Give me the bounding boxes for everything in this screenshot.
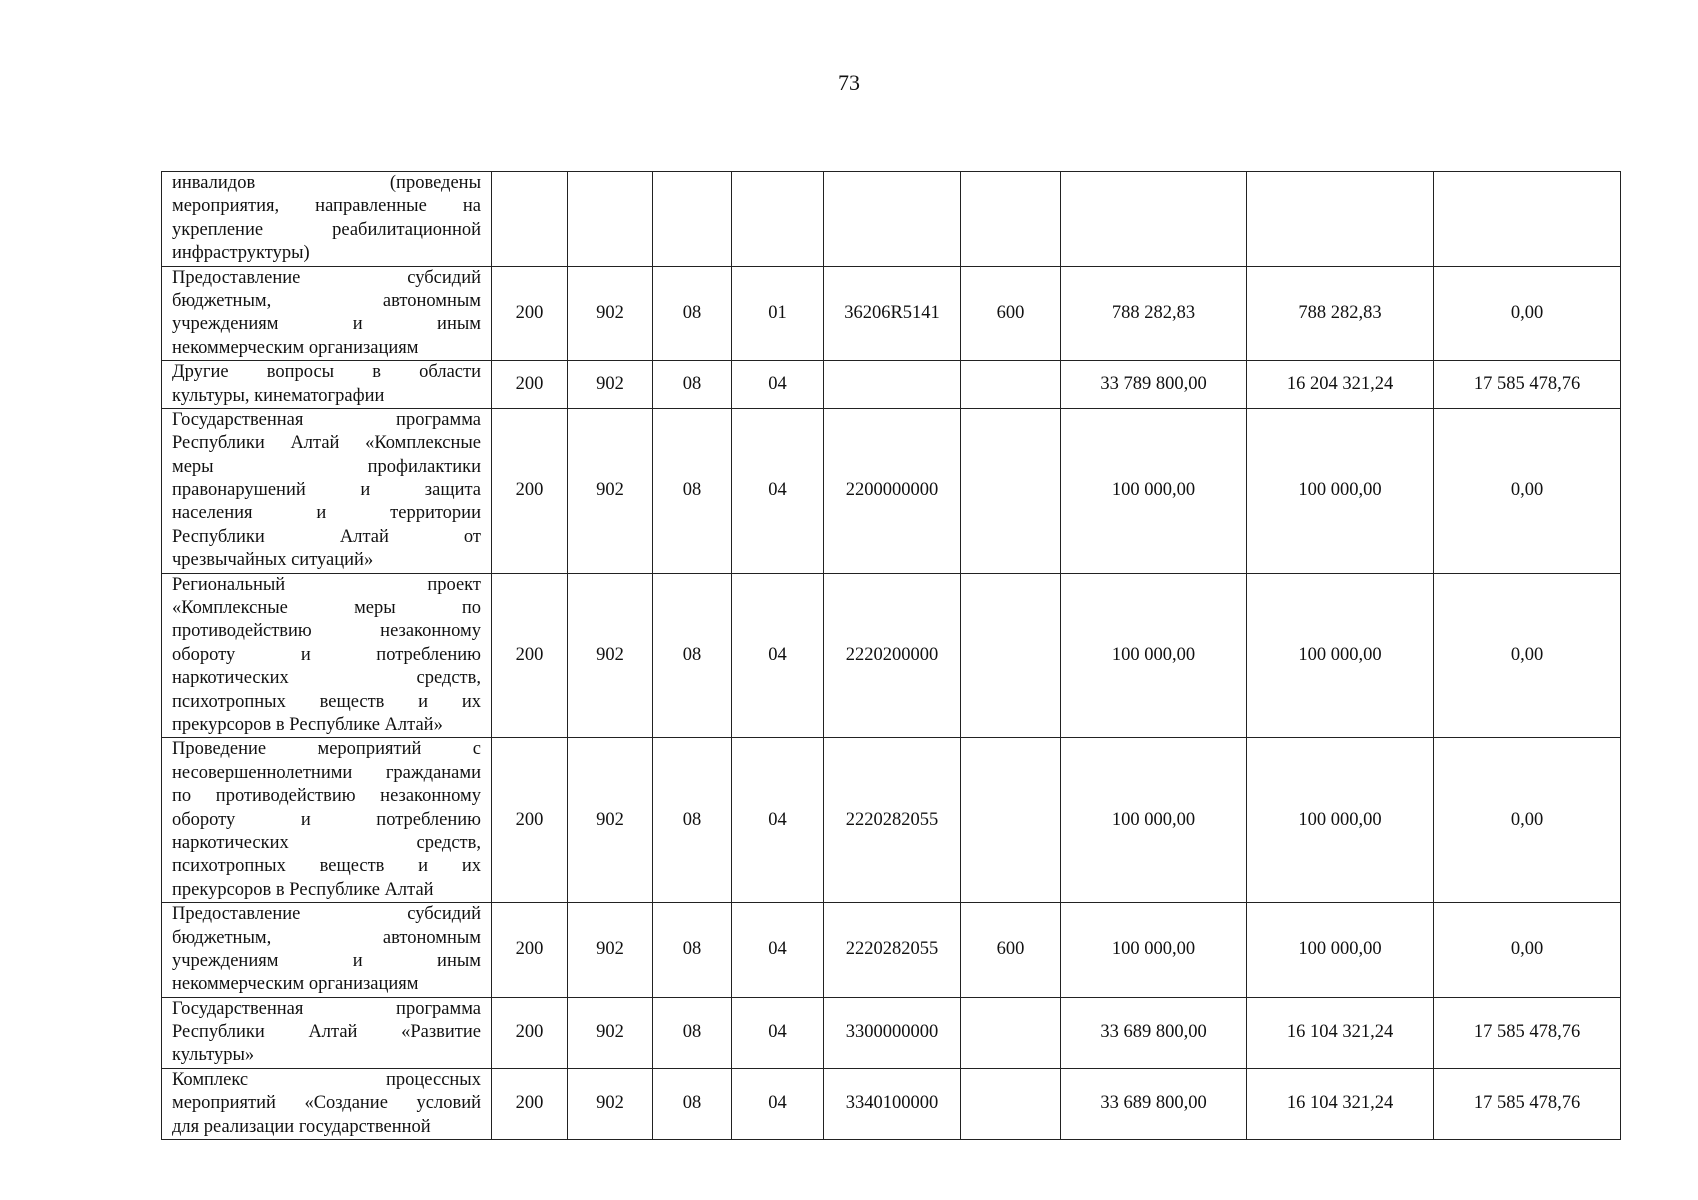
row-name-line: Предоставление субсидий: [172, 267, 481, 288]
cell-federal: [1247, 172, 1434, 267]
cell-total: 33 789 800,00: [1061, 361, 1247, 409]
cell-total: 33 689 800,00: [1061, 997, 1247, 1068]
cell-expense-type: [961, 172, 1061, 267]
cell-regional: 0,00: [1434, 573, 1621, 738]
row-name-line: укрепление реабилитационной: [172, 219, 481, 240]
cell-section: 08: [653, 997, 732, 1068]
cell-ministry: 902: [568, 573, 653, 738]
row-name-line: меры профилактики: [172, 456, 481, 477]
cell-section: 08: [653, 266, 732, 361]
table-row: [162, 172, 1621, 267]
cell-section: 08: [653, 361, 732, 409]
cell-subsection: 04: [732, 573, 824, 738]
row-name-line: бюджетным, автономным: [172, 290, 481, 311]
row-name-line: учреждениям и иным: [172, 314, 481, 335]
cell-federal: 100 000,00: [1247, 573, 1434, 738]
table-row: [162, 1068, 1621, 1139]
row-name-line: некоммерческим организациям: [172, 974, 419, 995]
cell-regional: 0,00: [1434, 738, 1621, 903]
row-name-cell: [162, 573, 492, 738]
row-name-cell: [162, 172, 492, 267]
cell-target: 2220282055: [824, 903, 961, 998]
cell-total: 100 000,00: [1061, 573, 1247, 738]
cell-expense-type: 600: [961, 903, 1061, 998]
row-name-line: бюджетным, автономным: [172, 927, 481, 948]
cell-admin: 200: [492, 738, 568, 903]
cell-federal: 788 282,83: [1247, 266, 1434, 361]
cell-total: [1061, 172, 1247, 267]
row-name-line: Предоставление субсидий: [172, 904, 481, 925]
cell-federal: 16 204 321,24: [1247, 361, 1434, 409]
cell-federal: 16 104 321,24: [1247, 1068, 1434, 1139]
cell-admin: 200: [492, 997, 568, 1068]
table-row: [162, 573, 1621, 738]
cell-admin: 200: [492, 903, 568, 998]
cell-target: [824, 361, 961, 409]
budget-table: [161, 171, 1621, 1140]
row-name-cell: [162, 1068, 492, 1139]
cell-ministry: 902: [568, 997, 653, 1068]
cell-admin: 200: [492, 573, 568, 738]
row-name-line: некоммерческим организациям: [172, 337, 419, 358]
cell-admin: 200: [492, 361, 568, 409]
row-name-line: Другие вопросы в области: [172, 362, 481, 383]
row-name-cell: [162, 997, 492, 1068]
cell-expense-type: [961, 408, 1061, 573]
cell-target: 2220282055: [824, 738, 961, 903]
row-name-line: психотропных веществ и их: [172, 691, 481, 712]
table-row: [162, 903, 1621, 998]
cell-expense-type: [961, 997, 1061, 1068]
row-name-line: наркотических средств,: [172, 832, 481, 853]
row-name-line: для реализации государственной: [172, 1116, 431, 1137]
cell-section: [653, 172, 732, 267]
cell-regional: 17 585 478,76: [1434, 361, 1621, 409]
cell-federal: 100 000,00: [1247, 738, 1434, 903]
cell-regional: 0,00: [1434, 903, 1621, 998]
row-name-line: «Комплексные меры по: [172, 598, 481, 619]
row-name-line: инвалидов (проведены: [172, 173, 481, 193]
cell-expense-type: [961, 1068, 1061, 1139]
row-name-line: психотропных веществ и их: [172, 856, 481, 877]
row-name-line: чрезвычайных ситуаций»: [172, 550, 374, 571]
row-name-line: инфраструктуры): [172, 243, 310, 264]
cell-expense-type: [961, 738, 1061, 903]
row-name-line: противодействию незаконному: [172, 621, 481, 642]
cell-ministry: 902: [568, 903, 653, 998]
cell-total: 100 000,00: [1061, 408, 1247, 573]
cell-regional: 0,00: [1434, 266, 1621, 361]
cell-regional: 17 585 478,76: [1434, 997, 1621, 1068]
cell-subsection: 04: [732, 738, 824, 903]
table-row: [162, 738, 1621, 903]
row-name-line: несовершеннолетними гражданами: [172, 762, 481, 783]
cell-ministry: 902: [568, 408, 653, 573]
cell-admin: [492, 172, 568, 267]
page-number: 73: [838, 70, 860, 95]
cell-target: [824, 172, 961, 267]
cell-ministry: 902: [568, 266, 653, 361]
cell-regional: [1434, 172, 1621, 267]
row-name-line: культуры, кинематографии: [172, 385, 385, 406]
cell-federal: 16 104 321,24: [1247, 997, 1434, 1068]
cell-regional: 0,00: [1434, 408, 1621, 573]
row-name-line: Государственная программа: [172, 998, 481, 1019]
cell-expense-type: 600: [961, 266, 1061, 361]
table-body: [162, 172, 1621, 1140]
cell-total: 33 689 800,00: [1061, 1068, 1247, 1139]
table-row: [162, 266, 1621, 361]
cell-total: 100 000,00: [1061, 903, 1247, 998]
cell-total: 100 000,00: [1061, 738, 1247, 903]
cell-subsection: [732, 172, 824, 267]
row-name-line: наркотических средств,: [172, 668, 481, 689]
cell-federal: 100 000,00: [1247, 408, 1434, 573]
row-name-cell: [162, 408, 492, 573]
cell-ministry: [568, 172, 653, 267]
row-name-line: Проведение мероприятий с: [172, 739, 481, 760]
cell-admin: 200: [492, 408, 568, 573]
cell-target: 2200000000: [824, 408, 961, 573]
row-name-line: обороту и потреблению: [172, 809, 481, 830]
cell-section: 08: [653, 408, 732, 573]
row-name-line: культуры»: [172, 1045, 255, 1066]
table-row: [162, 997, 1621, 1068]
cell-subsection: 04: [732, 1068, 824, 1139]
cell-expense-type: [961, 573, 1061, 738]
cell-ministry: 902: [568, 738, 653, 903]
cell-ministry: 902: [568, 361, 653, 409]
row-name-line: по противодействию незаконному: [172, 786, 481, 807]
row-name-cell: [162, 266, 492, 361]
cell-subsection: 04: [732, 997, 824, 1068]
row-name-line: прекурсоров в Республике Алтай»: [172, 714, 443, 735]
row-name-line: населения и территории: [172, 503, 481, 524]
row-name-line: Государственная программа: [172, 409, 481, 430]
cell-subsection: 01: [732, 266, 824, 361]
cell-regional: 17 585 478,76: [1434, 1068, 1621, 1139]
table-row: [162, 408, 1621, 573]
cell-section: 08: [653, 738, 732, 903]
cell-target: 3300000000: [824, 997, 961, 1068]
cell-ministry: 902: [568, 1068, 653, 1139]
row-name-cell: [162, 361, 492, 409]
cell-section: 08: [653, 573, 732, 738]
row-name-cell: [162, 903, 492, 998]
row-name-line: обороту и потреблению: [172, 644, 481, 665]
cell-expense-type: [961, 361, 1061, 409]
cell-target: 3340100000: [824, 1068, 961, 1139]
cell-subsection: 04: [732, 903, 824, 998]
cell-subsection: 04: [732, 361, 824, 409]
table-row: [162, 361, 1621, 409]
row-name-line: мероприятия, направленные на: [172, 196, 481, 217]
row-name-line: Комплекс процессных: [172, 1069, 481, 1090]
cell-target: 2220200000: [824, 573, 961, 738]
row-name-line: Республики Алтай «Развитие: [172, 1022, 481, 1043]
cell-section: 08: [653, 903, 732, 998]
row-name-line: Республики Алтай «Комплексные: [172, 433, 481, 454]
row-name-line: Региональный проект: [172, 574, 481, 595]
row-name-line: правонарушений и защита: [172, 480, 481, 501]
row-name-line: мероприятий «Создание условий: [172, 1093, 481, 1114]
cell-admin: 200: [492, 266, 568, 361]
row-name-cell: [162, 738, 492, 903]
cell-section: 08: [653, 1068, 732, 1139]
cell-admin: 200: [492, 1068, 568, 1139]
cell-total: 788 282,83: [1061, 266, 1247, 361]
row-name-line: Республики Алтай от: [172, 526, 481, 547]
row-name-line: учреждениям и иным: [172, 950, 481, 971]
row-name-line: прекурсоров в Республике Алтай: [172, 879, 434, 900]
cell-subsection: 04: [732, 408, 824, 573]
cell-federal: 100 000,00: [1247, 903, 1434, 998]
cell-target: 36206R5141: [824, 266, 961, 361]
